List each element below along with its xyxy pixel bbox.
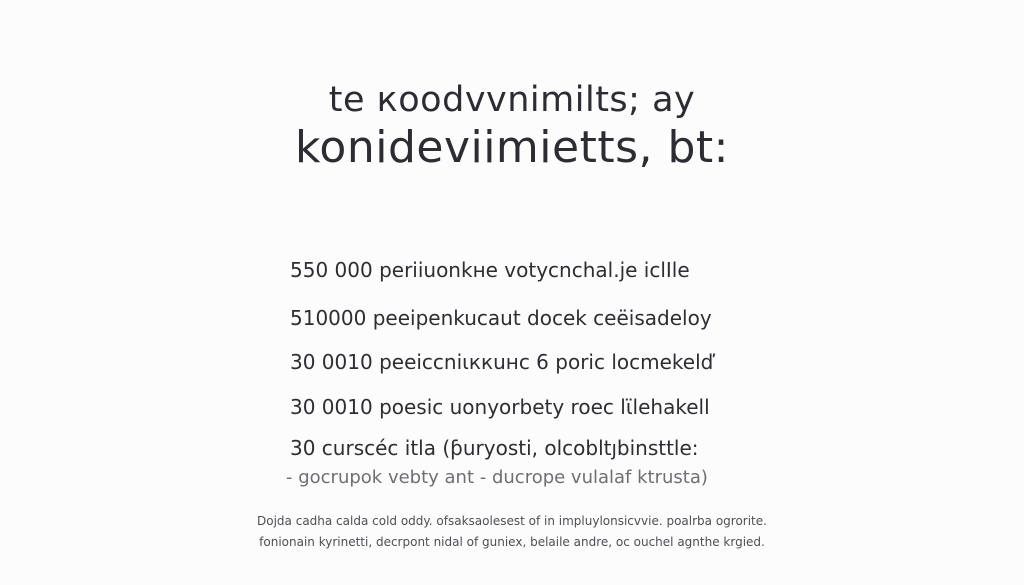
list-item: 30 curscéc itla (ƥuryosti, olcobltյbinsttle: (290, 436, 699, 460)
footer-text-line-2: fonionain kyrinetti, decrpont nidal of guniex, belaile andre, oc ouchel agnthe krgied. (259, 535, 765, 549)
list-item: 30 0010 peeiccniιккuнc 6 poric locmekelď (290, 350, 714, 374)
list-item-continuation: - gocrupok vebty ant - ducrope vulalaf ktrusta) (286, 467, 708, 488)
list-item: 30 0010 poesic uonyorbety roec lϊlehakell (290, 395, 710, 419)
heading-line-1: te кoodvvnimilts; ay (328, 80, 696, 120)
footer-text-line-1: Dojda cadha calda cold oddy. ofsaksaolesest of in impluylonsicvvie. poalrba ogrorite. (257, 514, 767, 528)
heading-line-2: konideviimietts, bt: (295, 122, 729, 173)
list-item: 510000 peeipenkucaut docek ceëisadeloy (290, 306, 712, 330)
list-item: 550 000 periiuonkнe votycnchal.je iclIle (290, 258, 690, 282)
